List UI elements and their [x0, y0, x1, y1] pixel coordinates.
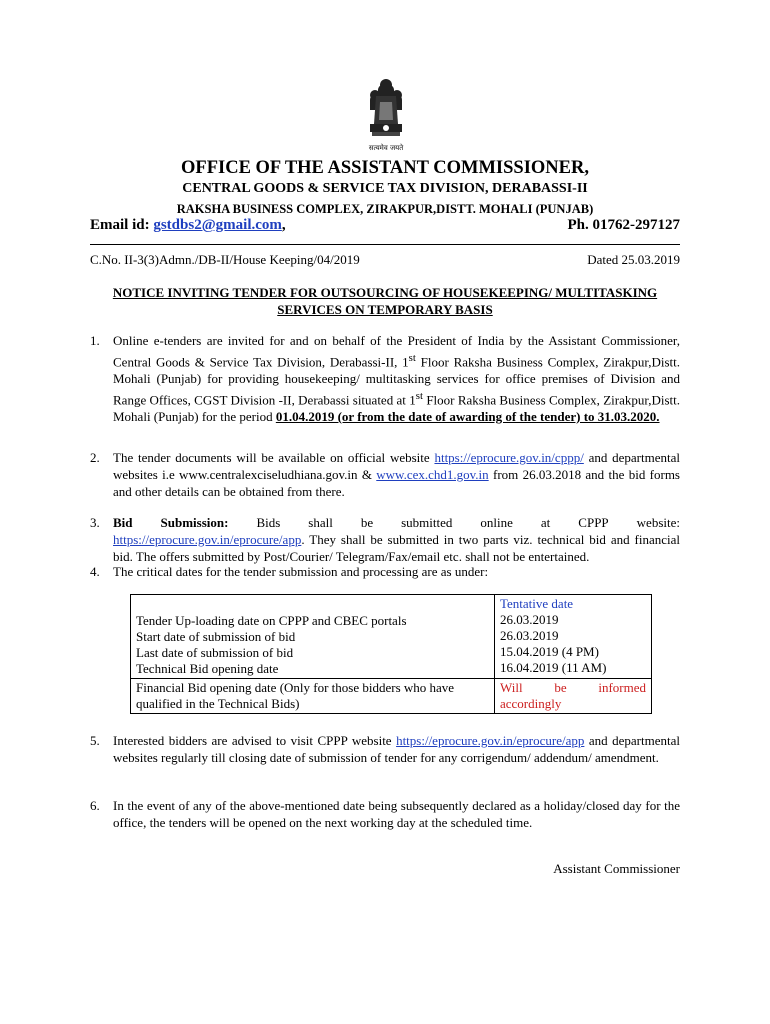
paragraph-number: 1. — [90, 333, 100, 348]
text-segment: . They shall be submitted in two parts viz — [301, 531, 530, 547]
cppp-link[interactable]: https://eprocure.gov.in/cppp/ — [434, 450, 584, 465]
cex-link[interactable]: www.cex.chd1.gov.in — [376, 466, 489, 482]
office-address: RAKSHA BUSINESS COMPLEX, ZIRAKPUR,DISTT. MOHALI (PUNJAB) — [176, 202, 594, 216]
submission-word: Submission: — [160, 515, 229, 530]
paragraph-6 — [90, 798, 680, 832]
paragraph-4 — [90, 564, 680, 581]
text-word: Bids — [256, 515, 281, 530]
events-cell — [131, 595, 495, 679]
email-block — [90, 217, 286, 234]
event-label: Technical Bid opening date — [136, 661, 279, 676]
dates-cell — [495, 595, 652, 679]
paragraph-text — [113, 733, 680, 767]
event-date: 26.03.2019 — [500, 628, 559, 643]
event-date: 15.04.2019 (4 PM) — [500, 644, 599, 659]
subject-line-1: NOTICE INVITING TENDER FOR OUTSOURCING OF HOUSEKEEPING/ MULTITASKING — [112, 285, 658, 300]
eprocure-link[interactable]: https://eprocure.gov.in/eprocure/app — [396, 733, 585, 748]
division-name: CENTRAL GOODS & SERVICE TAX DIVISION, DERABASSI-II — [182, 181, 588, 196]
paragraph-number: 6. — [90, 798, 100, 813]
text-segment: Floor Raksha Business Complex, Zirakpur,Distt. Mohali (Punjab) for the period — [113, 392, 680, 424]
email-link[interactable]: gstdbs2@gmail.com — [153, 217, 282, 233]
paragraph-text — [113, 515, 680, 565]
table-row — [131, 679, 652, 714]
text-segment: Floor Raksha Business Complex, Zirakpur,Distt. Mohali (Punjab) for providing housekeeping/ multitasking services for office premises of Division and Range Offices, CGST Division -II, Derabassi situated at 1 — [113, 354, 680, 408]
bid-word: Bid — [113, 515, 133, 530]
paragraph-text — [113, 333, 680, 426]
financial-bid-event: Financial Bid opening date (Only for those bidders who have qualified in the Technical Bids) — [131, 679, 495, 714]
subject-line-2: SERVICES ON TEMPORARY BASIS — [277, 302, 493, 317]
paragraph-3 — [90, 515, 680, 565]
informed-line — [500, 680, 646, 696]
paragraph-text: In the event of any of the above-mentioned date being subsequently declared as a holiday/closed day for the office, the tenders will be opened on the next working day at the scheduled time. — [113, 798, 680, 830]
reference-date: Dated 25.03.2019 — [587, 252, 680, 267]
text-word: submitted — [401, 515, 453, 530]
superscript: st — [408, 351, 416, 364]
event-date: 26.03.2019 — [500, 612, 559, 627]
tentative-date-header: Tentative date — [500, 596, 574, 611]
text-word: website: — [636, 515, 680, 530]
event-date: 16.04.2019 (11 AM) — [500, 660, 607, 675]
paragraph-text — [113, 450, 680, 500]
paragraph-number: 4. — [90, 564, 100, 579]
reference-number: C.No. II-3(3)Admn./DB-II/House Keeping/04/2019 — [90, 252, 360, 267]
text-word: Will — [500, 680, 523, 695]
paragraph-number: 5. — [90, 733, 100, 748]
national-emblem-icon — [356, 76, 416, 156]
text-segment: The tender documents will be available on official website — [113, 450, 435, 465]
text-word: be — [360, 515, 374, 530]
text-word: accordingly — [500, 696, 562, 711]
event-label: Start date of submission of bid — [136, 629, 296, 644]
critical-dates-table — [130, 594, 652, 714]
text-word: online — [480, 515, 513, 530]
text-word: informed — [598, 680, 646, 695]
signatory: Assistant Commissioner — [553, 861, 680, 876]
office-title: OFFICE OF THE ASSISTANT COMMISSIONER, — [181, 158, 589, 178]
text-word: shall — [308, 515, 333, 530]
table-row — [131, 595, 652, 679]
email-label: Email id: — [90, 217, 154, 233]
email-suffix: , — [281, 217, 286, 233]
text-segment: and departmental websites regularly till closing date of submission of tender for any corrigendum/ addendum/ amendment. — [113, 733, 680, 765]
paragraph-number: 2. — [90, 450, 100, 465]
superscript: st — [415, 389, 423, 402]
paragraph-1 — [90, 333, 680, 426]
paragraph-number: 3. — [90, 515, 100, 530]
paragraph-5 — [90, 733, 680, 767]
event-label: Last date of submission of bid — [136, 645, 294, 660]
bid-submission-line — [113, 515, 680, 532]
text-word: be — [554, 680, 567, 695]
event-label: Tender Up-loading date on CPPP and CBEC portals — [136, 613, 407, 628]
text-word: CPPP — [578, 515, 609, 530]
financial-bid-date — [495, 679, 652, 714]
header-divider — [90, 244, 680, 245]
text-segment: and departmental websites i.e www.centralexciseludhiana.gov.in & — [113, 450, 680, 482]
notice-subject — [90, 284, 680, 318]
text-segment: . technical bid and financial bid. The offers submitted by Post/Courier/ Telegram/Fax/email etc. shall not be entertained. — [113, 531, 681, 564]
phone-number: Ph. 01762-297127 — [567, 217, 680, 233]
tender-period: 01.04.2019 (or from the date of awarding of the tender) to 31.03.2020. — [275, 408, 660, 424]
eprocure-link[interactable]: https://eprocure.gov.in/eprocure/app — [113, 531, 302, 547]
text-word: at — [540, 515, 551, 530]
emblem-motto: सत्यमेव जयते — [368, 144, 404, 152]
paragraph-2 — [90, 450, 680, 500]
contact-line — [90, 217, 680, 237]
text-segment: Online e-tenders are invited for and on behalf of the President of India by the Assistant Commissioner, Central Goods & Service Tax Division, Derabassi-II, 1 — [113, 333, 680, 370]
text-segment: from 26.03.2018 and the bid forms and other details can be obtained from there. — [113, 466, 680, 499]
text-segment: Interested bidders are advised to visit CPPP website — [113, 733, 397, 748]
paragraph-text: The critical dates for the tender submission and processing are as under: — [113, 564, 489, 579]
